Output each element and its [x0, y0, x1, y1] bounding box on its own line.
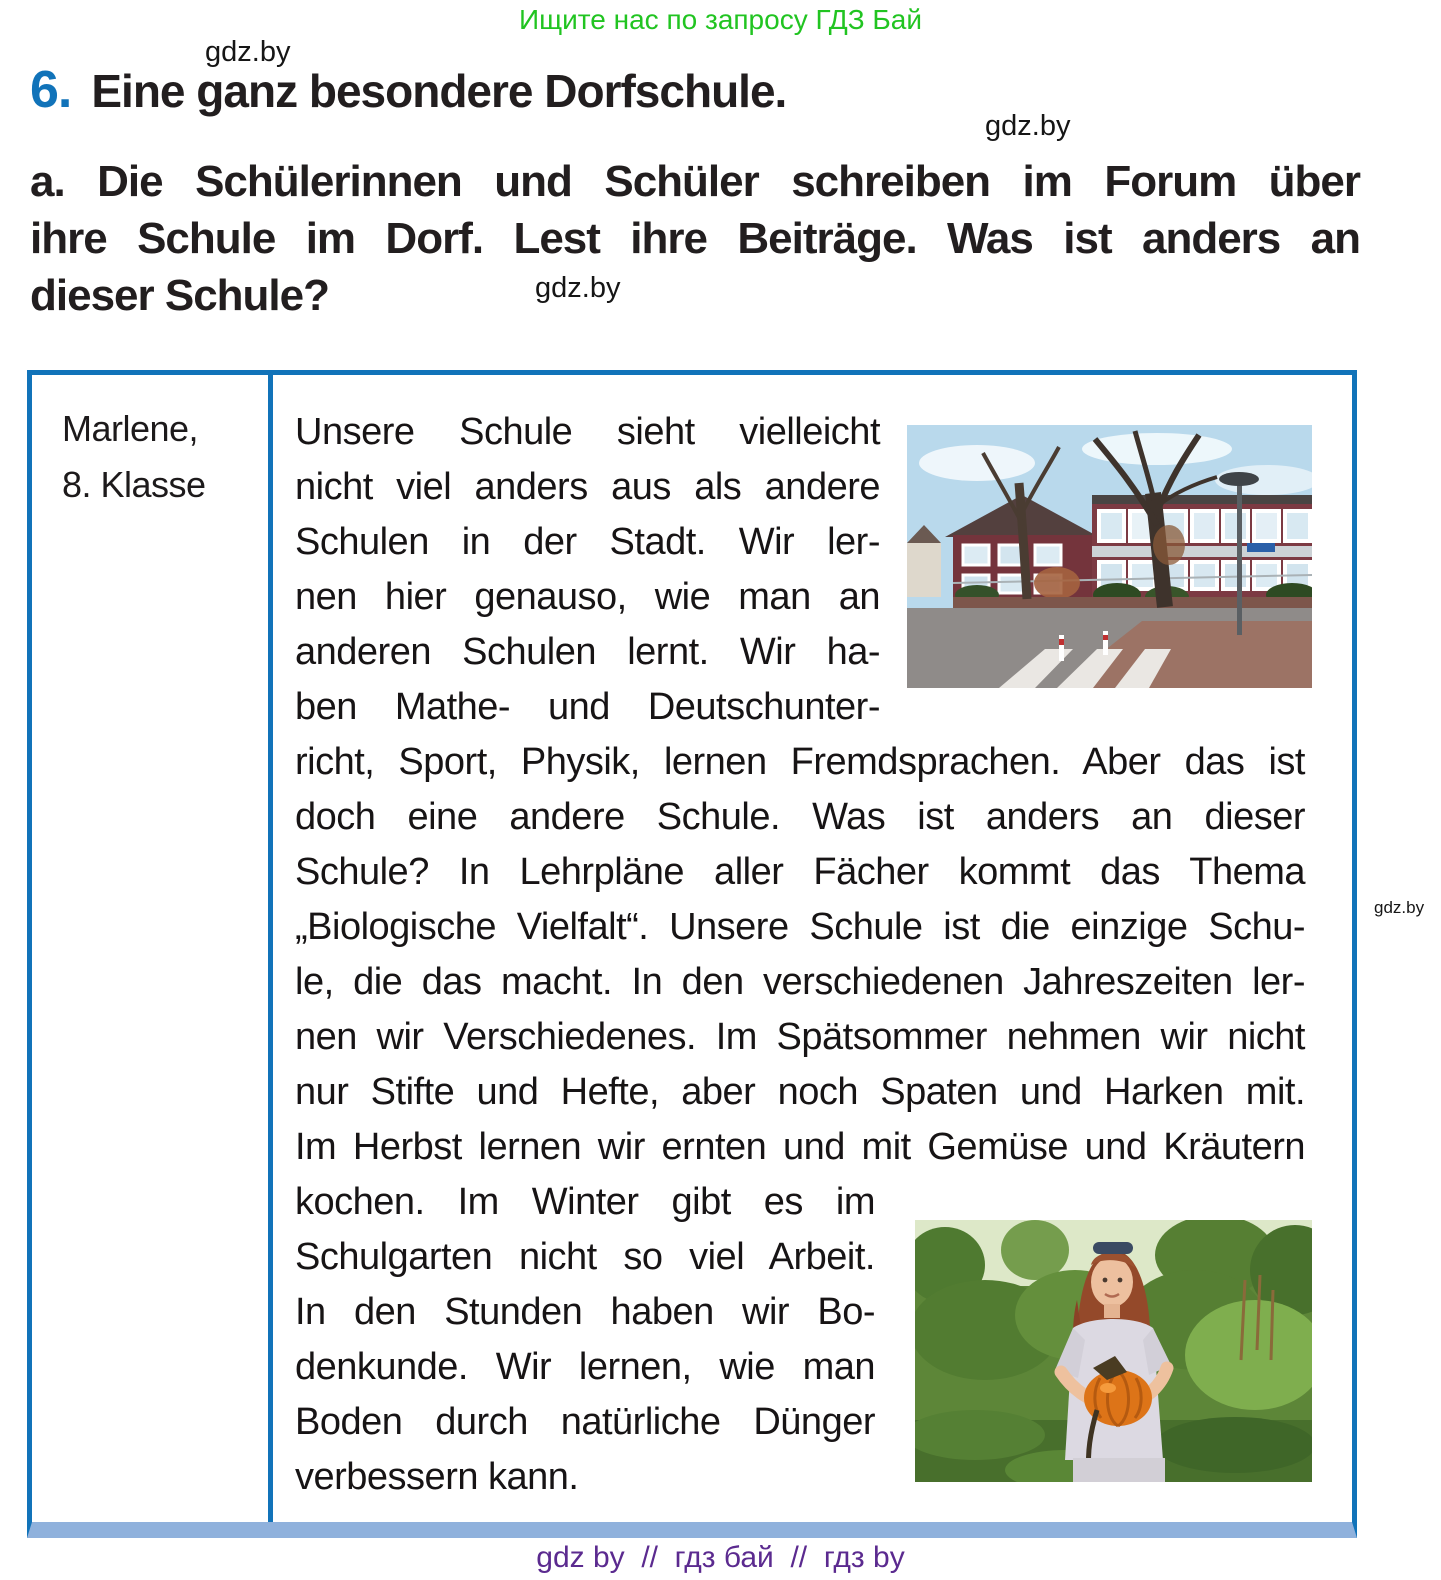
exercise-number: 6.: [30, 61, 72, 119]
post-text-line: nen wir Verschiedenes. Im Spätsommer nehmen wir nicht: [295, 1016, 1305, 1058]
watermark-gdz: gdz.by: [1374, 898, 1425, 917]
forum-post-card: [27, 370, 1357, 1538]
post-content-column: [273, 375, 1352, 1522]
post-text-line: Im Herbst lernen wir ernten und mit Gemüse und Kräutern: [295, 1126, 1305, 1168]
post-text-line: anderen Schulen lernt. Wir ha-: [295, 631, 880, 673]
task-paragraph: [30, 153, 1360, 324]
watermark-gdz: gdz.by: [535, 272, 621, 304]
post-text-line: nicht viel anders aus als andere: [295, 466, 880, 508]
post-text-line: nen hier genauso, wie man an: [295, 576, 880, 618]
post-text-line: „Biologische Vielfalt“. Unsere Schule ist die einzige Schu-: [295, 906, 1305, 948]
promo-banner: Ищите нас по запросу ГДЗ Бай: [518, 4, 923, 35]
task-line: ihre Schule im Dorf. Lest ihre Beiträge. Was ist anders an: [30, 214, 1360, 263]
watermark-gdz: gdz.by: [985, 110, 1071, 142]
post-text-line: ben Mathe- und Deutschunter-: [295, 686, 880, 728]
post-text-line: verbessern kann.: [295, 1456, 579, 1498]
post-text-line: kochen. Im Winter gibt es im: [295, 1181, 875, 1223]
footer-watermark: gdz by // гдз бай // гдз by: [536, 1541, 905, 1574]
post-text: [295, 405, 1305, 1505]
author-column: [32, 375, 273, 1522]
post-text-line: richt, Sport, Physik, lernen Fremdsprachen. Aber das ist: [295, 741, 1305, 783]
post-text-line: doch eine andere Schule. Was ist anders an dieser: [295, 796, 1305, 838]
task-line: a. Die Schülerinnen und Schüler schreiben im Forum über: [30, 157, 1360, 206]
post-text-line: denkunde. Wir lernen, wie man: [295, 1346, 875, 1388]
task-line: dieser Schule?: [30, 271, 330, 320]
post-text-line: In den Stunden haben wir Bo-: [295, 1291, 875, 1333]
post-text-line: Boden durch natürliche Dünger: [295, 1401, 875, 1443]
post-text-line: nur Stifte und Hefte, aber noch Spaten und Harken mit.: [295, 1071, 1305, 1113]
author-name: Marlene,: [62, 408, 199, 449]
post-text-line: Schulen in der Stadt. Wir ler-: [295, 521, 880, 563]
post-text-line: le, die das macht. In den verschiedenen Jahreszeiten ler-: [295, 961, 1305, 1003]
author-class: 8. Klasse: [62, 464, 206, 505]
exercise-heading: [30, 60, 786, 120]
post-text-line: Schule? In Lehrpläne aller Fächer kommt das Thema: [295, 851, 1305, 893]
watermark-gdz: gdz.by: [205, 36, 291, 68]
post-text-line: Unsere Schule sieht vielleicht: [295, 411, 880, 453]
post-text-line: Schulgarten nicht so viel Arbeit.: [295, 1236, 875, 1278]
exercise-title: Eine ganz besondere Dorfschule.: [91, 65, 787, 117]
